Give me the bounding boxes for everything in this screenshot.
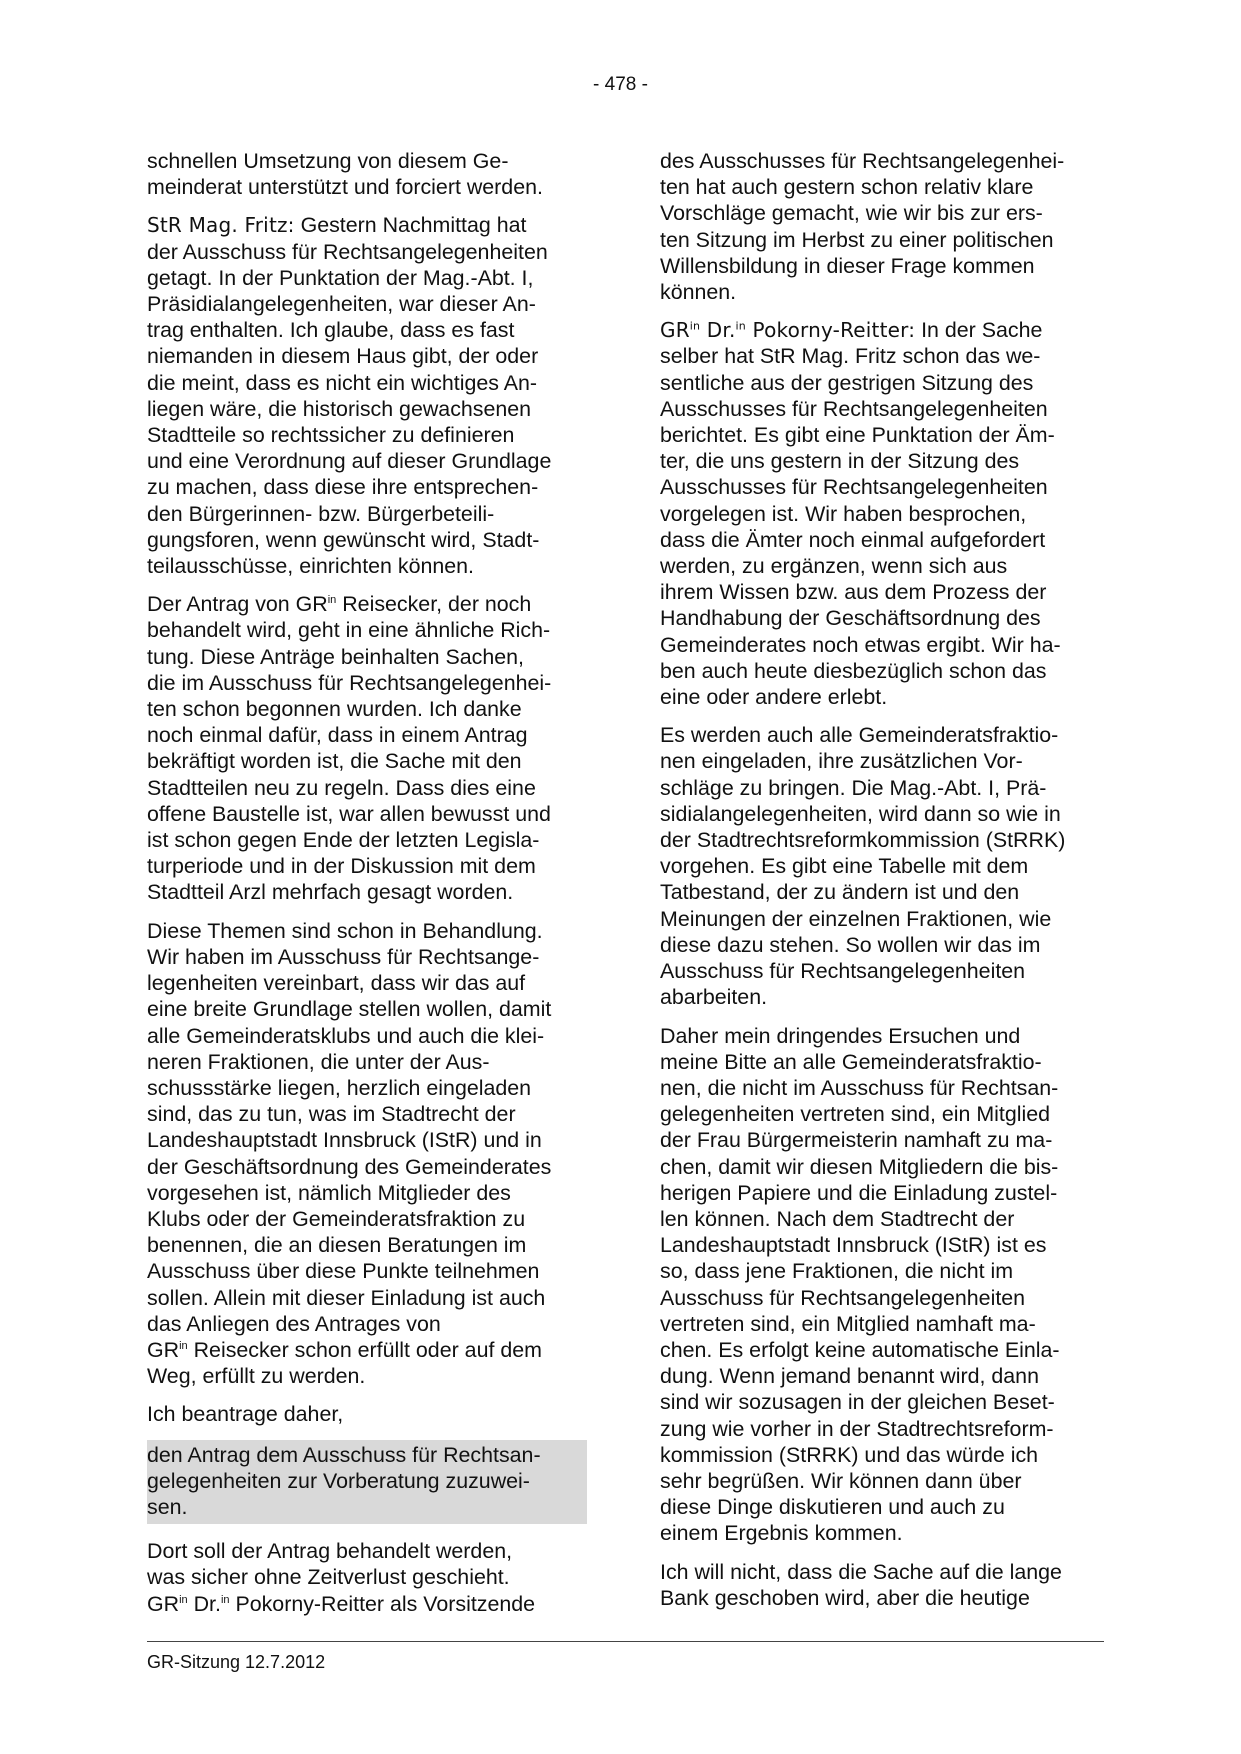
text-line: Ausschuss über diese Punkte teilnehmen [147, 1259, 540, 1284]
paragraph-3 [147, 591, 587, 905]
text-line: vertreten sind, ein Mitglied namhaft ma- [660, 1311, 1036, 1336]
text-line: der Frau Bürgermeisterin namhaft zu ma- [660, 1128, 1053, 1153]
text-line: ten schon begonnen wurden. Ich danke [147, 697, 522, 722]
text-line: ten hat auch gestern schon relativ klare [660, 175, 1034, 200]
text-line: chen. Es erfolgt keine automatische Einla- [660, 1337, 1060, 1362]
text-line: sidialangelegenheiten, wird dann so wie in [660, 801, 1061, 826]
text-line: diese dazu stehen. So wollen wir das im [660, 932, 1041, 957]
text-line: Ausschuss für Rechtsangelegenheiten [660, 1285, 1026, 1310]
text-line: Wir haben im Ausschuss für Rechtsange- [147, 944, 540, 969]
text-line: eine oder andere erlebt. [660, 685, 888, 710]
text-line: liegen wäre, die historisch gewachsenen [147, 396, 532, 421]
text-line: die im Ausschuss für Rechtsangelegenhei- [147, 670, 552, 695]
text-line: schläge zu bringen. Die Mag.-Abt. I, Prä- [660, 775, 1047, 800]
text-line: Stadtteile so rechtssicher zu definieren [147, 423, 515, 448]
text-line: ben auch heute diesbezüglich schon das [660, 658, 1047, 683]
text-line: nen, die nicht im Ausschuss für Rechtsan- [660, 1075, 1059, 1100]
text-line: können. [660, 280, 737, 305]
text-line: benennen, die an diesen Beratungen im [147, 1233, 527, 1258]
text-line: ten Sitzung im Herbst zu einer politischen [660, 227, 1054, 252]
text-line: Ausschusses für Rechtsangelegenheiten [660, 396, 1048, 421]
text-line [147, 212, 587, 238]
text-line: gelegenheiten vertreten sind, ein Mitglied [660, 1102, 1051, 1127]
page-number: - 478 - [593, 74, 648, 95]
text-line: berichtet. Es gibt eine Punktation der Äm- [660, 423, 1055, 448]
text-line: Ich beantrage daher, [147, 1402, 344, 1427]
text-line: der Stadtrechtsreformkommission (StRRK) [660, 828, 1066, 853]
paragraph-1 [660, 148, 1100, 305]
text-line: offene Baustelle ist, war allen bewusst und [147, 801, 551, 826]
text-fragment: GR [147, 1591, 180, 1616]
text-line: Es werden auch alle Gemeinderatsfraktio- [660, 723, 1059, 748]
text-line: zung wie vorher in der Stadtrechtsreform- [660, 1416, 1054, 1441]
text-line: selber hat StR Mag. Fritz schon das we- [660, 344, 1041, 369]
text-line: eine breite Grundlage stellen wollen, damit [147, 997, 552, 1022]
text-line: bekräftigt worden ist, die Sache mit den [147, 749, 522, 774]
text-line: Meinungen der einzelnen Fraktionen, wie [660, 906, 1052, 931]
text-line: chen, damit wir diesen Mitgliedern die bis- [660, 1154, 1059, 1179]
text-line: Tatbestand, der zu ändern ist und den [660, 880, 1020, 905]
text-line: sollen. Allein mit dieser Einladung ist auch [147, 1285, 546, 1310]
text-line: kommission (StRRK) und das würde ich [660, 1442, 1039, 1467]
text-line: der Geschäftsordnung des Gemeinderates [147, 1154, 552, 1179]
footer-text: GR-Sitzung 12.7.2012 [147, 1652, 326, 1672]
text-line: dung. Wenn jemand benannt wird, dann [660, 1364, 1039, 1389]
paragraph-speaker-pokorny-reitter [660, 317, 1100, 710]
text-line: noch einmal dafür, dass in einem Antrag [147, 723, 528, 748]
paragraph-speaker-fritz [147, 212, 587, 579]
text-line: den Bürgerinnen- bzw. Bürgerbeteili- [147, 501, 495, 526]
text-line: meine Bitte an alle Gemeinderatsfraktio- [660, 1049, 1042, 1074]
text-line: gelegenheiten zur Vorberatung zuzuwei- [147, 1468, 530, 1493]
superscript: in [735, 319, 746, 333]
text-line: sind, das zu tun, was im Stadtrecht der [147, 1102, 516, 1127]
text-line: abarbeiten. [660, 985, 768, 1010]
paragraph-5 [147, 1401, 587, 1427]
speaker-name: StR Mag. Fritz: [147, 213, 295, 238]
text-line: und eine Verordnung auf dieser Grundlage [147, 449, 552, 474]
paragraph-6 [147, 1538, 587, 1617]
text-line: Klubs oder der Gemeinderatsfraktion zu [147, 1206, 526, 1231]
superscript: in [220, 1593, 230, 1606]
speaker-name [660, 318, 915, 342]
text-line: zu machen, dass diese ihre entsprechen- [147, 475, 539, 500]
text-line: vorgesehen ist, nämlich Mitglieder des [147, 1180, 511, 1205]
text-line: schnellen Umsetzung von diesem Ge- [147, 149, 509, 173]
right-column [660, 148, 1100, 1623]
text-line: sentliche aus der gestrigen Sitzung des [660, 370, 1034, 395]
paragraph-4 [147, 918, 587, 1390]
text-line: nen eingeladen, ihre zusätzlichen Vor- [660, 749, 1023, 774]
text-line: Diese Themen sind schon in Behandlung. [147, 918, 543, 943]
text-fragment: GR [660, 318, 690, 343]
paragraph-4 [660, 1023, 1100, 1547]
text-line: niemanden in diesem Haus gibt, der oder [147, 344, 539, 369]
text-line [147, 1591, 587, 1617]
paragraph-3 [660, 722, 1100, 1010]
text-line: Landeshauptstadt Innsbruck (IStR) ist es [660, 1233, 1047, 1258]
superscript: in [689, 319, 701, 333]
text-fragment: In der Sache [915, 318, 1043, 343]
text-line: vorgelegen ist. Wir haben besprochen, [660, 501, 1027, 526]
text-line: sen. [147, 1494, 188, 1519]
text-line: einem Ergebnis kommen. [660, 1521, 903, 1546]
paragraph-1 [147, 148, 587, 200]
left-column [147, 148, 587, 1629]
text-line: herigen Papiere und die Einladung zustel- [660, 1180, 1058, 1205]
text-line: meinderat unterstützt und forciert werden. [147, 175, 543, 200]
superscript: in [179, 1339, 188, 1352]
text-line: getagt. In der Punktation der Mag.-Abt. I, [147, 265, 534, 290]
footer-divider [147, 1641, 1104, 1642]
text-line: werden, zu ergänzen, wenn sich aus [660, 554, 1008, 579]
text-line: so, dass jene Fraktionen, die nicht im [660, 1259, 1014, 1284]
motion-highlight-box [147, 1440, 587, 1525]
text-fragment: Dr. [187, 1591, 221, 1616]
text-line: sehr begrüßen. Wir können dann über [660, 1468, 1022, 1493]
text-line: legenheiten vereinbart, dass wir das auf [147, 971, 526, 996]
text-line: Ausschuss für Rechtsangelegenheiten [660, 959, 1026, 984]
text-line [660, 317, 1100, 343]
superscript: in [327, 594, 337, 607]
text-fragment: Reisecker, der noch [336, 592, 532, 617]
text-fragment: Gestern Nachmittag hat [294, 213, 527, 238]
text-line [147, 1337, 587, 1363]
text-line: Willensbildung in dieser Frage kommen [660, 253, 1035, 278]
text-line: Stadtteilen neu zu regeln. Dass dies eine [147, 775, 536, 800]
text-line: turperiode und in der Diskussion mit dem [147, 854, 536, 879]
text-line: die meint, dass es nicht ein wichtiges An- [147, 370, 537, 395]
text-line: trag enthalten. Ich glaube, dass es fast [147, 318, 515, 343]
text-fragment: Der Antrag von GR [147, 592, 328, 617]
text-line: Weg, erfüllt zu werden. [147, 1364, 366, 1389]
text-line: Gemeinderates noch etwas ergibt. Wir ha- [660, 632, 1061, 657]
text-fragment: Reisecker schon erfüllt oder auf dem [187, 1337, 542, 1362]
text-fragment: Pokorny-Reitter als Vorsitzende [229, 1591, 536, 1616]
text-line: ihrem Wissen bzw. aus dem Prozess der [660, 580, 1047, 605]
text-line: sind wir sozusagen in der gleichen Beset- [660, 1390, 1055, 1415]
paragraph-5 [660, 1559, 1100, 1611]
text-line: teilausschüsse, einrichten können. [147, 554, 475, 579]
text-line: was sicher ohne Zeitverlust geschieht. [147, 1565, 510, 1590]
text-line: dass die Ämter noch einmal aufgefordert [660, 527, 1046, 552]
text-line: len können. Nach dem Stadtrecht der [660, 1206, 1015, 1231]
text-line [147, 591, 587, 617]
text-line: Ich will nicht, dass die Sache auf die lange [660, 1559, 1062, 1584]
text-fragment: GR [147, 1337, 180, 1362]
text-line: behandelt wird, geht in eine ähnliche Rich- [147, 618, 551, 643]
text-line: Dort soll der Antrag behandelt werden, [147, 1539, 513, 1564]
text-line: schussstärke liegen, herzlich eingeladen [147, 1075, 532, 1100]
text-line: tung. Diese Anträge beinhalten Sachen, [147, 644, 524, 669]
text-line: Handhabung der Geschäftsordnung des [660, 606, 1041, 631]
text-line: Bank geschoben wird, aber die heutige [660, 1585, 1030, 1610]
text-line: Präsidialangelegenheiten, war dieser An- [147, 292, 536, 317]
text-line: ter, die uns gestern in der Sitzung des [660, 449, 1020, 474]
text-line: Landeshauptstadt Innsbruck (IStR) und in [147, 1128, 542, 1153]
text-fragment: Dr. [700, 318, 736, 343]
text-line: ist schon gegen Ende der letzten Legisla- [147, 828, 540, 853]
text-line: Vorschläge gemacht, wie wir bis zur ers- [660, 201, 1043, 226]
text-line: Stadtteil Arzl mehrfach gesagt worden. [147, 880, 514, 905]
text-line: neren Fraktionen, die unter der Aus- [147, 1049, 490, 1074]
text-line: diese Dinge diskutieren und auch zu [660, 1495, 1005, 1520]
text-line: des Ausschusses für Rechtsangelegenhei- [660, 149, 1065, 173]
text-fragment: Pokorny-Reitter: [745, 318, 916, 343]
text-line: Ausschusses für Rechtsangelegenheiten [660, 475, 1048, 500]
text-line: der Ausschuss für Rechtsangelegenheiten [147, 239, 548, 264]
superscript: in [179, 1593, 188, 1606]
text-line: den Antrag dem Ausschuss für Rechtsan- [147, 1442, 541, 1467]
text-line: gungsforen, wenn gewünscht wird, Stadt- [147, 527, 540, 552]
text-line: Daher mein dringendes Ersuchen und [660, 1023, 1021, 1048]
text-line: das Anliegen des Antrages von [147, 1311, 441, 1336]
text-line: vorgehen. Es gibt eine Tabelle mit dem [660, 854, 1029, 879]
text-line: alle Gemeinderatsklubs und auch die klei- [147, 1023, 545, 1048]
